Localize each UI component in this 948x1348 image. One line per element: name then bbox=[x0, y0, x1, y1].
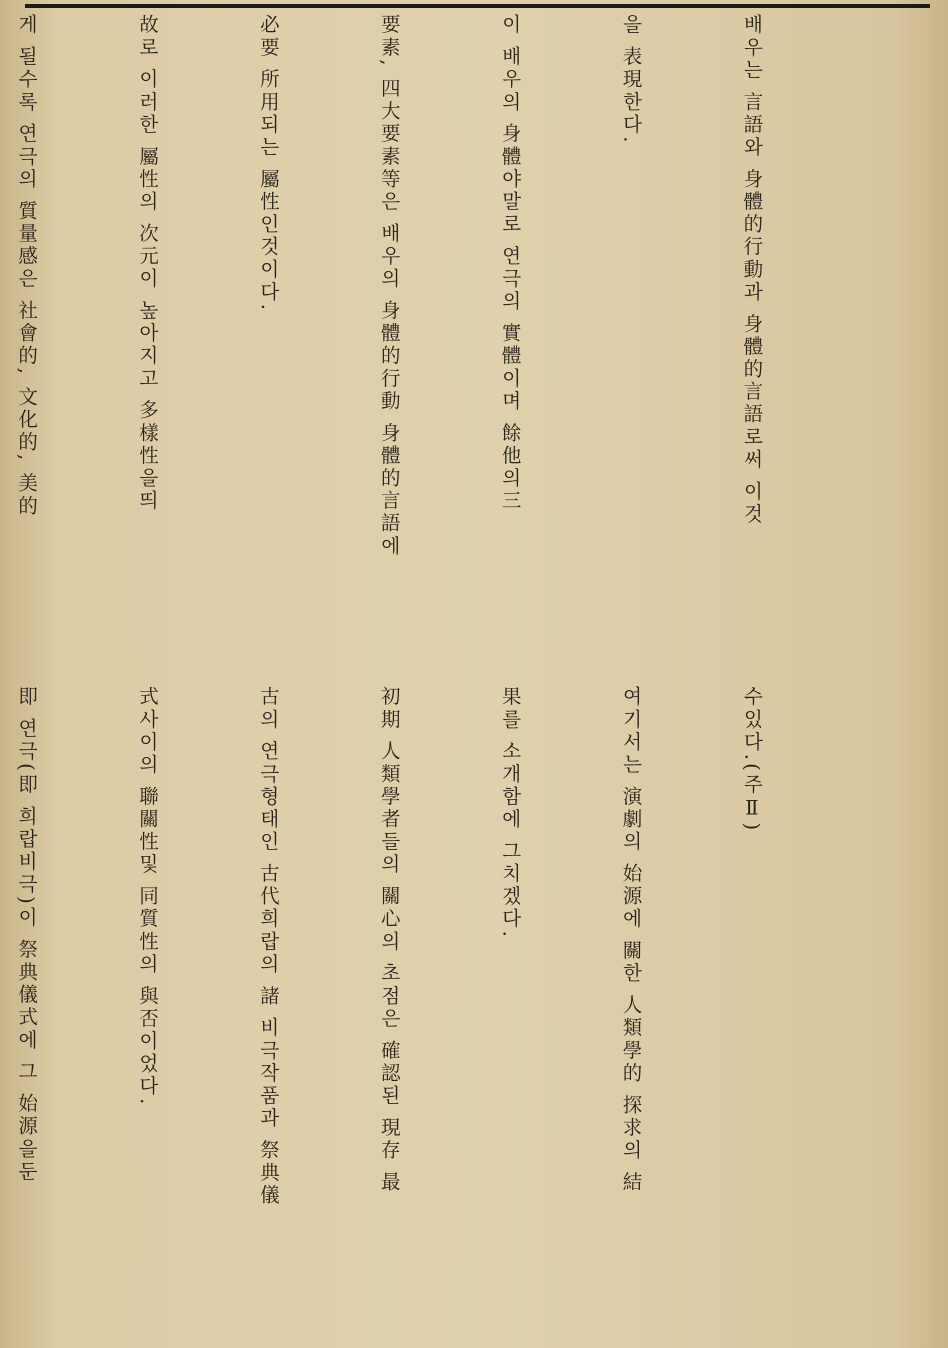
text-column: 古의 연극형태인 古代희랍의 諸 비극작품과 祭典儀 bbox=[256, 686, 280, 1208]
text-column: 必要 所用되는 屬性인것이다. bbox=[256, 14, 280, 314]
header-rule bbox=[25, 4, 930, 8]
text-column: 故로 이러한 屬性의 次元이 높아지고 多樣性을띄 bbox=[135, 14, 159, 513]
text-column: 即 연극(即 희랍비극)이 祭典儀式에 그 始源을둔 bbox=[15, 686, 39, 1184]
text-block-top bbox=[15, 14, 852, 654]
text-column: 式사이의 聯關性및 同質性의 與否이었다. bbox=[135, 686, 159, 1108]
text-column: 要素, 四大要素等은 배우의 身體的行動 身體的言語에 bbox=[377, 14, 401, 558]
text-column: 初期 人類學者들의 關心의 초점은 確認된 現存 最 bbox=[377, 686, 401, 1194]
text-block-bottom bbox=[15, 686, 852, 1336]
text-column: 게 될수록 연극의 質量感은 社會的, 文化的, 美的 bbox=[15, 14, 39, 518]
text-column: 이 배우의 身體야말로 연극의 實體이며 餘他의三 bbox=[498, 14, 522, 513]
text-column: 여기서는 演劇의 始源에 關한 人類學的 探求의 結 bbox=[619, 686, 643, 1194]
text-column: 배우는 言語와 身體的行動과 身體的言語로써 이것 bbox=[740, 14, 764, 526]
text-column: 을 表現한다. bbox=[619, 14, 643, 146]
text-column: 수있다.(주Ⅱ) bbox=[740, 686, 764, 834]
text-column: 果를 소개함에 그치겠다. bbox=[498, 686, 522, 940]
